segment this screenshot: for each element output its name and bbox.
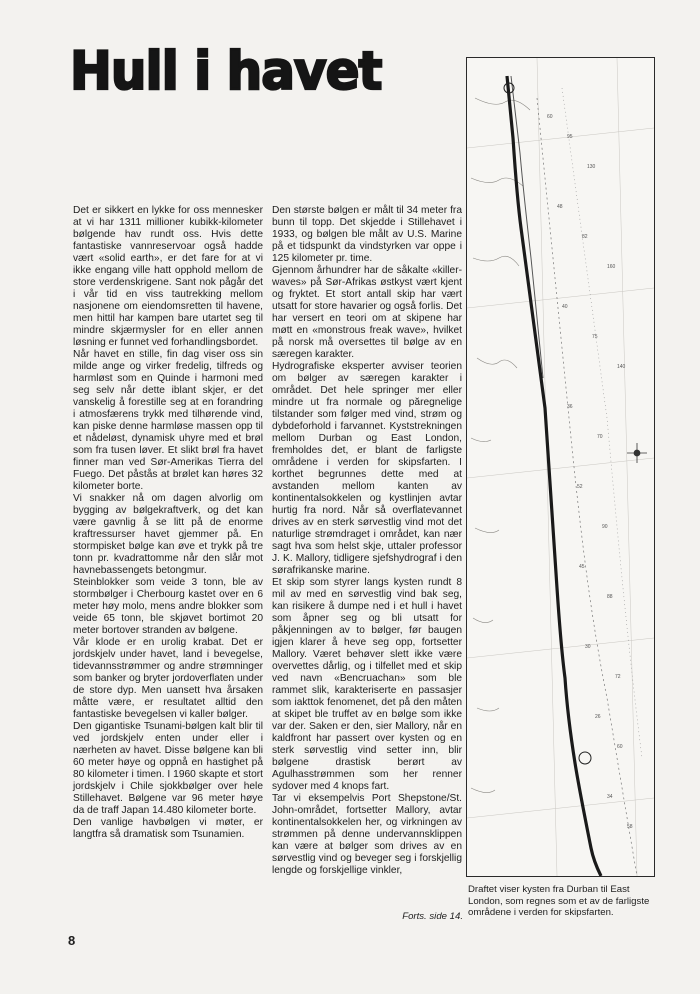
svg-text:45: 45 [579,564,585,570]
body-paragraph: Den største bølgen er målt til 34 meter fra bunn til topp. Det skjedde i Stillehavet i 1933, og bølgen ble målt av U.S. Marine på et tidspunkt da vindstyrken var oppe i 125 kilometer pr. time. [272,205,462,264]
svg-text:95: 95 [567,134,573,140]
page-number: 8 [68,933,76,948]
body-paragraph: Hydrografiske eksperter avviser teorien om bølger av særegen karakter i området. Det hele springer mer eller mindre ut fra normale og păregnelige tilstander som følger med vind, strøm og dybdeforhold i farvannet. Kyststrekningen mellom Durban og East London, fremholdes det, er blant de farligste områdene i verden for skipsfarten. I korthet begrunnes dette med at avstanden mellom kanten av kontinentalsokkelen og kystlinjen avtar hurtig fra nord. Når så overflatevannet drives av en sterk sørvestlig vind mot det naturlige strømdraget i området, kan nær sagt hva som helst skje, uttaler professor J. K. Mallory, tidligere sjefshydrograf i den sørafrikanske marine. [272,361,462,576]
body-paragraph: Et skip som styrer langs kysten rundt 8 mil av med en sørvestlig vind bak seg, kan risikere å dumpe ned i et hull i havet som åpner seg og bli utsatt for påkjenningen av to bølger, før baugen igjen klarer å heve seg opp, fortsetter Mallory. Været behøver slett ikke være overvettes dårlig, og i tilfellet med et skip ved navn «Bencruachan» som ble rammet slik, karakteriserte en passasjer som iakttok fenomenet, det på den måten at skipet ble truffet av en bølge som ikke var der. Saken er den, sier Mallory, når en kaldfront har passert over kysten og en sterk sørvestlig vind setter inn, blir bølgene drastisk berørt av Agulhasstrømmen som her renner sydover med 4 knops fart. [272,577,462,792]
body-paragraph: Steinblokker som veide 3 tonn, ble av stormbølger i Cherbourg kastet over en 6 meter høy molo, mens andre blokker som veide 65 tonn, ble skjøvet bortimot 20 meter bortover stranden av bølgene. [73,577,263,636]
svg-text:90: 90 [602,524,608,530]
svg-text:48: 48 [557,204,563,210]
svg-text:60: 60 [617,744,623,750]
body-paragraph: Den gigantiske Tsunami-bølgen kalt blir til ved jordskjelv enten under eller i nærheten av havet. Disse bølgene kan bli 60 meter høye og oppnå en hastighet på 80 kilometer i timen. I 1960 skapte et stort jordskjelv i Chile sjokkbølger over hele Stillehavet. Bølgene var 96 meter høye da de traff Japan 14.480 kilometer borte. [73,721,263,816]
body-column-middle [272,205,462,877]
body-paragraph: Den vanlige havbølgen vi møter, er langtfra så dramatisk som Tsunamien. [73,817,263,840]
svg-text:75: 75 [592,334,598,340]
continuation-note: Forts. side 14. [402,911,463,922]
body-paragraph: Når havet en stille, fin dag viser oss sin milde ange og virker fredelig, tilfreds og harmløst som en Quinde i harmoni med seg selv når dette iblant skjer, er det vanskelig å forestille seg at en forandring i atmosfærens trykk med tilhørende vind, kan piske denne harmløse massen opp til et nådeløst, dynamisk uhyre med et brøl som fra tusen løver. Et slikt brøl fra havet finner man ved Sør-Amerikas Tierra del Fuego. Det påstås at brølet kan høres 32 kilometer borte. [73,349,263,492]
svg-text:72: 72 [615,674,621,680]
svg-text:82: 82 [582,234,588,240]
body-paragraph: Gjennom århundrer har de såkalte «killer-waves» på Sør-Afrikas østkyst vært kjent og fryktet. Et stort antall skip har vært utsatt for store havarier og også forlis. Det har versert en teori om at skipene har møtt en «monstrous freak wave», hvilket på norsk må oversettes til bølge av en særegen karakter. [272,265,462,360]
figure-caption: Draftet viser kysten fra Durban til East London, som regnes som et av de farligste områdene i verden for skipsfarten. [468,884,650,918]
svg-text:70: 70 [597,434,603,440]
svg-text:88: 88 [607,594,613,600]
svg-text:26: 26 [595,714,601,720]
svg-text:36: 36 [567,404,573,410]
svg-text:140: 140 [617,364,626,370]
nautical-chart [466,57,655,877]
compass-rose-icon [627,443,647,463]
body-column-left [73,205,263,841]
article-title: Hull i havet [70,40,382,102]
svg-text:58: 58 [627,824,633,830]
svg-text:34: 34 [607,794,613,800]
svg-text:30: 30 [585,644,591,650]
svg-text:40: 40 [562,304,568,310]
port-marker [579,752,591,764]
svg-text:52: 52 [577,484,583,490]
body-paragraph: Vår klode er en urolig krabat. Det er jordskjelv under havet, land i bevegelse, tidevannsstrømmer og andre strømninger som banker og bryter jordoverflaten under de store dyp. Men uansett hva årsaken måtte være, er resultatet alltid den fantastiske bevegelsen vi kaller bølger. [73,637,263,720]
svg-text:130: 130 [587,164,596,170]
body-paragraph: Det er sikkert en lykke for oss mennesker at vi har 1311 millioner kubikk-kilometer bølgende hav rundt oss. Hvis dette fantastiske vannreservoar også hadde vært «solid earth», er det fare for at vi ikke engang ville hatt opphold mellom de store verdenskrigene. Sant nok pågår det i vår tid en viss tautrekking mellom nasjonene om eiendomsretten til havene, men hittil har kampen bare utartet seg til mindre skjærmysler for en eller annen løsning er funnet ved forhandlingsbordet. [73,205,263,348]
svg-text:60: 60 [547,114,553,120]
body-paragraph: Tar vi eksempelvis Port Shepstone/St. John-området, fortsetter Mallory, avtar kontinentalsokkelen her, og virkningen av strømmen på denne undervannsklippen kan være at bølger som drives av en sørvestlig vind og beveger seg i forskjellig lengde og forskjellige vinkler, [272,793,462,876]
svg-text:160: 160 [607,264,616,270]
coastline-drawing [467,58,654,876]
body-paragraph: Vi snakker nå om dagen alvorlig om bygging av bølgekraftverk, og det kan være gavnlig å se litt på de enorme kraftressurser havet gjemmer på. En stormpisket bølge kan øve et trykk på tre tonn pr. kvadrattomme når den slår mot havnebassengets betongmur. [73,493,263,576]
